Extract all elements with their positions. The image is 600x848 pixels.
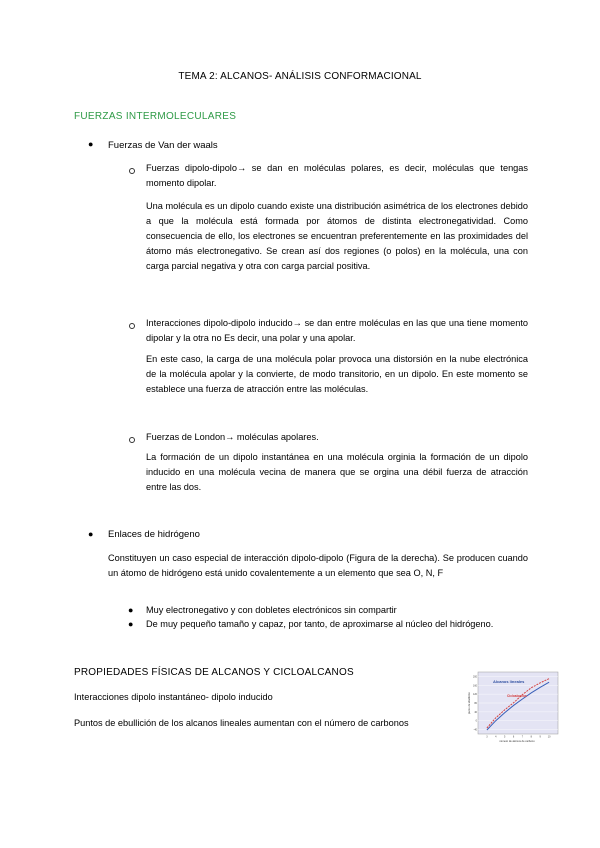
x-tick-label: 3	[486, 735, 488, 739]
dipolo-inducido-paragraph: En este caso, la carga de una molécula polar provoca una distorsión en la nube electrónica de la molécula apolar y la convierte, de modo transitorio, en un dipolo. En este momento se establece una fuerza de atracción entre las moléculas.	[146, 354, 528, 394]
y-tick-label: -40	[473, 728, 477, 732]
boiling-point-chart	[467, 670, 561, 744]
bullet-dot: ●	[128, 619, 134, 629]
van-der-waals-label: Fuerzas de Van der waals	[108, 140, 218, 151]
london-paragraph: La formación de un dipolo instantánea en una molécula orginia la formación de un dipolo inducido en una molécula vecina de manera que se orgina una débil fuerza de atracción entre las dos.	[146, 452, 528, 492]
propiedades-line-1: Interacciones dipolo instantáneo- dipolo inducido	[74, 692, 273, 702]
x-tick-label: 5	[503, 735, 506, 739]
sub-bullet-circle	[129, 323, 135, 329]
legend-alcanos-lineales: Alcanos lineales	[493, 679, 525, 684]
hidrogeno-item-2: De muy pequeño tamaño y capaz, por tanto, de aproximarse al núcleo del hidrógeno.	[146, 619, 494, 629]
dipolo-inducido-lead: Interacciones dipolo-dipolo inducido→ se dan entre moléculas en las que una tiene momento dipolar y la otra no Es decir, una polar y una apolar.	[146, 318, 528, 343]
dipolo-dipolo-paragraph: Una molécula es un dipolo cuando existe una distribución asimétrica de los electrones debido a que la molécula está formada por átomos de distinta electronegatividad. Como consecuencia de ello, los electrones se encuentran preferentemente en las proximidades del átomo más electronegativo. Se crean así dos regiones (o polos) en la molécula, una con carga parcial negativa y otra con carga parcial positiva.	[146, 201, 528, 271]
hidrogeno-paragraph: Constituyen un caso especial de interacción dipolo-dipolo (Figura de la derecha). Se producen cuando un átomo de hidrógeno está unido covalentemente a un elemento que sea O, N, F	[108, 553, 528, 578]
chart-x-ticks	[486, 736, 551, 739]
legend-cicloalcanos: Cicloalcanos	[507, 694, 527, 698]
section-heading-propiedades: PROPIEDADES FÍSICAS DE ALCANOS Y CICLOALCANOS	[74, 667, 354, 678]
page-title: TEMA 2: ALCANOS- ANÁLISIS CONFORMACIONAL	[178, 71, 422, 82]
y-tick-label: 40	[474, 710, 477, 714]
sub-bullet-circle	[129, 437, 135, 443]
hidrogeno-label: Enlaces de hidrógeno	[108, 529, 200, 540]
chart-x-label: número de átomos de carbono	[499, 740, 535, 743]
y-tick-label: 120	[473, 693, 477, 697]
chart-y-label: punto de ebullición	[468, 692, 471, 714]
propiedades-line-2: Puntos de ebullición de los alcanos lineales aumentan con el número de carbonos	[74, 718, 409, 728]
bullet-dot: ●	[88, 529, 94, 539]
y-tick-label: 160	[473, 684, 477, 688]
x-tick-label: 4	[495, 735, 497, 739]
bullet-dot: ●	[128, 605, 134, 615]
london-lead: Fuerzas de London→ moléculas apolares.	[146, 432, 319, 442]
sub-bullet-circle	[129, 168, 135, 174]
x-tick-label: 8	[530, 735, 533, 739]
section-heading-intermoleculares: FUERZAS INTERMOLECULARES	[74, 111, 237, 122]
hidrogeno-item-1: Muy electronegativo y con dobletes electrónicos sin compartir	[146, 605, 397, 615]
chart-y-ticks	[473, 675, 478, 731]
y-tick-label: 80	[474, 702, 477, 705]
y-tick-label: 0	[475, 719, 477, 723]
bullet-dot: ●	[88, 139, 94, 149]
x-tick-label: 10	[547, 735, 551, 739]
x-tick-label: 6	[512, 735, 515, 739]
dipolo-dipolo-lead: Fuerzas dipolo-dipolo→ se dan en moléculas polares, es decir, moléculas que tengas momento dipolar.	[146, 163, 528, 188]
y-tick-label: 200	[473, 675, 477, 679]
x-tick-label: 7	[521, 735, 524, 739]
x-tick-label: 9	[539, 735, 541, 739]
